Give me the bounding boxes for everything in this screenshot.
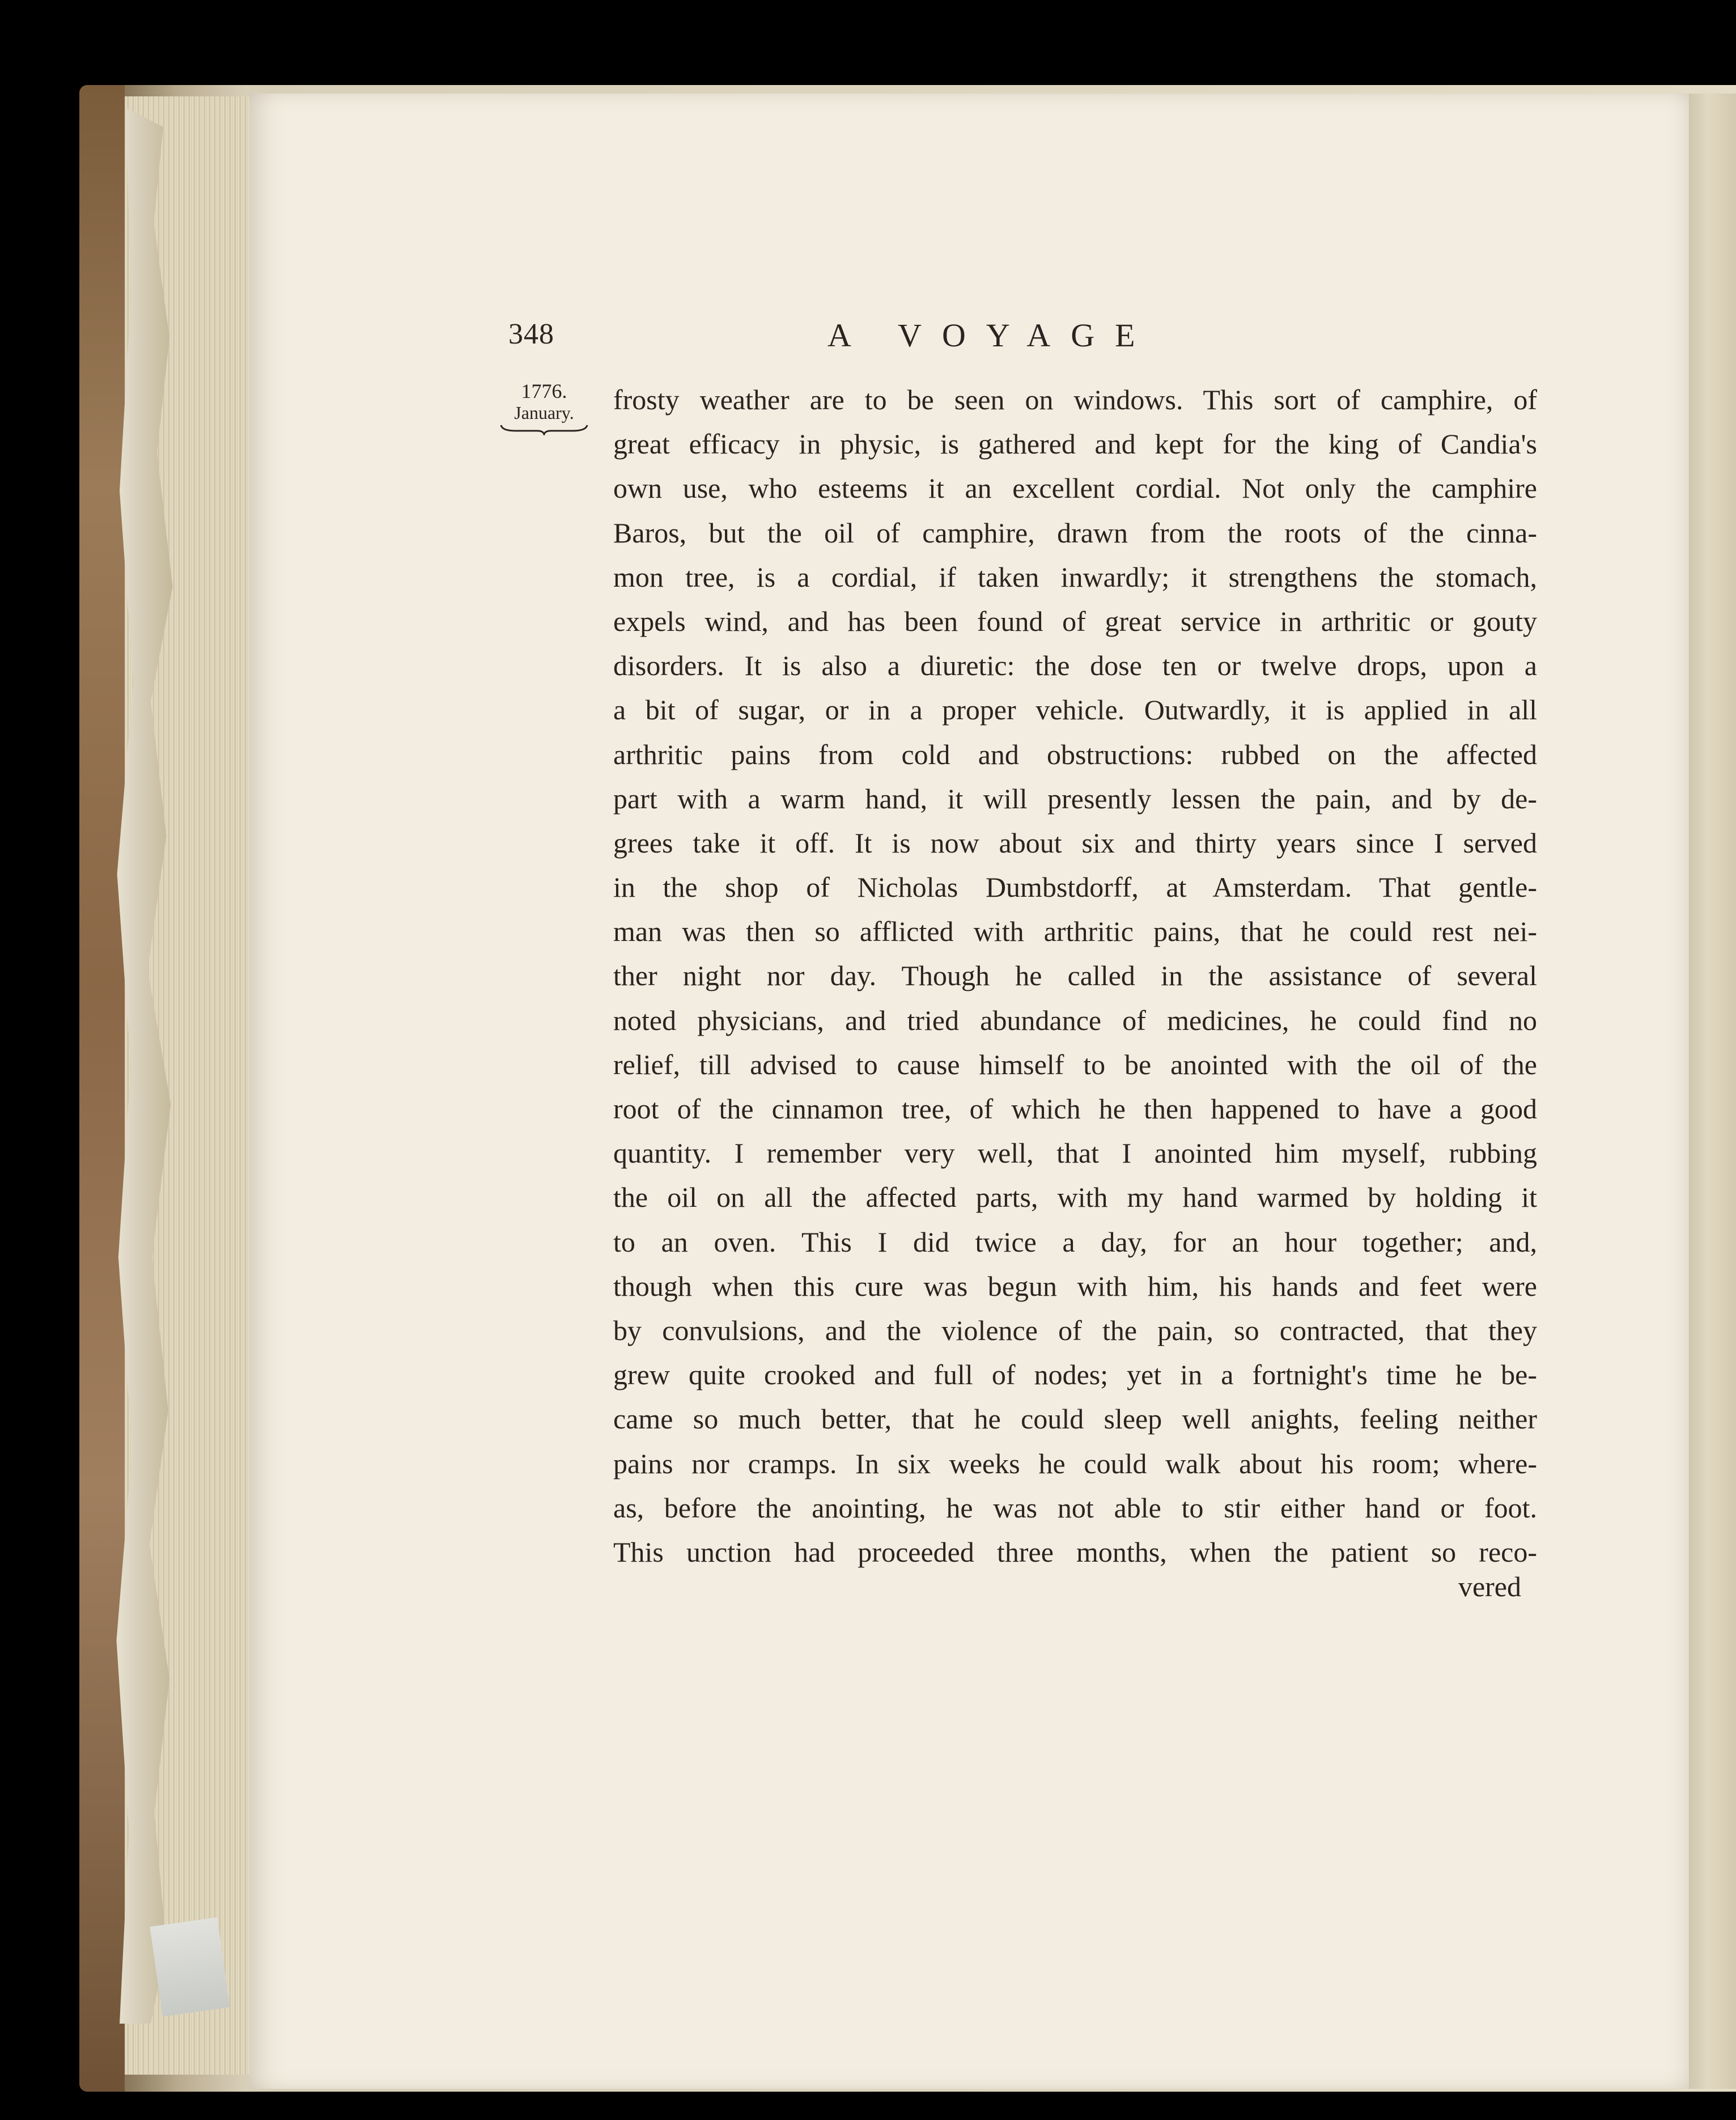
text-line: by convulsions, and the violence of the pain, so contracted, that they [613, 1314, 1537, 1346]
text-line: disorders. It is also a diuretic: the dose ten or twelve drops, upon a [613, 650, 1537, 682]
catchword: vered [1458, 1571, 1521, 1602]
text-line: mon tree, is a cordial, if taken inwardly; it strengthens the stomach, [613, 561, 1537, 593]
text-line: as, before the anointing, he was not able to stir either hand or foot. [613, 1491, 1537, 1524]
text-line: Baros, but the oil of camphire, drawn from the roots of the cinna- [613, 516, 1537, 549]
margin-note [496, 381, 592, 435]
text-line: part with a warm hand, it will presently lessen the pain, and by de- [613, 782, 1537, 815]
text-line: arthritic pains from cold and obstructions: rubbed on the affected [613, 738, 1537, 770]
text-line: pains nor cramps. In six weeks he could walk about his room; where- [613, 1447, 1537, 1479]
text-line: the oil on all the affected parts, with my hand warmed by holding it [613, 1181, 1537, 1214]
text-line: to an oven. This I did twice a day, for an hour together; and, [613, 1226, 1537, 1258]
text-line: grees take it off. It is now about six and thirty years since I served [613, 826, 1537, 859]
text-line: frosty weather are to be seen on windows. This sort of camphire, of [613, 384, 1537, 415]
text-line: quantity. I remember very well, that I anointed him myself, rubbing [613, 1137, 1537, 1169]
body-text [613, 378, 1537, 1574]
text-line: This unction had proceeded three months, when the patient so reco- [613, 1536, 1537, 1568]
text-line: great efficacy in physic, is gathered and kept for the king of Candia's [613, 428, 1537, 460]
margin-year: 1776. [521, 380, 567, 402]
right-page-gutter [1689, 94, 1736, 2089]
text-line: man was then so afflicted with arthritic pains, that he could rest nei- [613, 915, 1537, 948]
page-number: 348 [508, 318, 554, 350]
text-line: noted physicians, and tried abundance of medicines, he could find no [613, 1004, 1537, 1036]
text-line: relief, till advised to cause himself to be anointed with the oil of the [613, 1048, 1537, 1080]
text-line: though when this cure was begun with him, his hands and feet were [613, 1270, 1537, 1302]
paper-tab [150, 1917, 230, 2016]
text-line: root of the cinnamon tree, of which he then happened to have a good [613, 1093, 1537, 1125]
brace-ornament [499, 423, 589, 435]
text-line: came so much better, that he could sleep well anights, feeling neither [613, 1403, 1537, 1435]
text-line: ther night nor day. Though he called in the assistance of several [613, 960, 1537, 992]
leather-binding [79, 85, 125, 2092]
text-line: a bit of sugar, or in a proper vehicle. Outwardly, it is applied in all [613, 694, 1537, 726]
text-line: in the shop of Nicholas Dumbstdorff, at Amsterdam. That gentle- [613, 871, 1537, 904]
text-line: expels wind, and has been found of great service in arthritic or gouty [613, 605, 1537, 637]
text-line: own use, who esteems it an excellent cordial. Not only the camphire [613, 472, 1537, 504]
running-head: A VOYAGE [827, 317, 1156, 354]
text-line: grew quite crooked and full of nodes; yet in a fortnight's time he be- [613, 1359, 1537, 1391]
margin-month: January. [514, 402, 574, 423]
